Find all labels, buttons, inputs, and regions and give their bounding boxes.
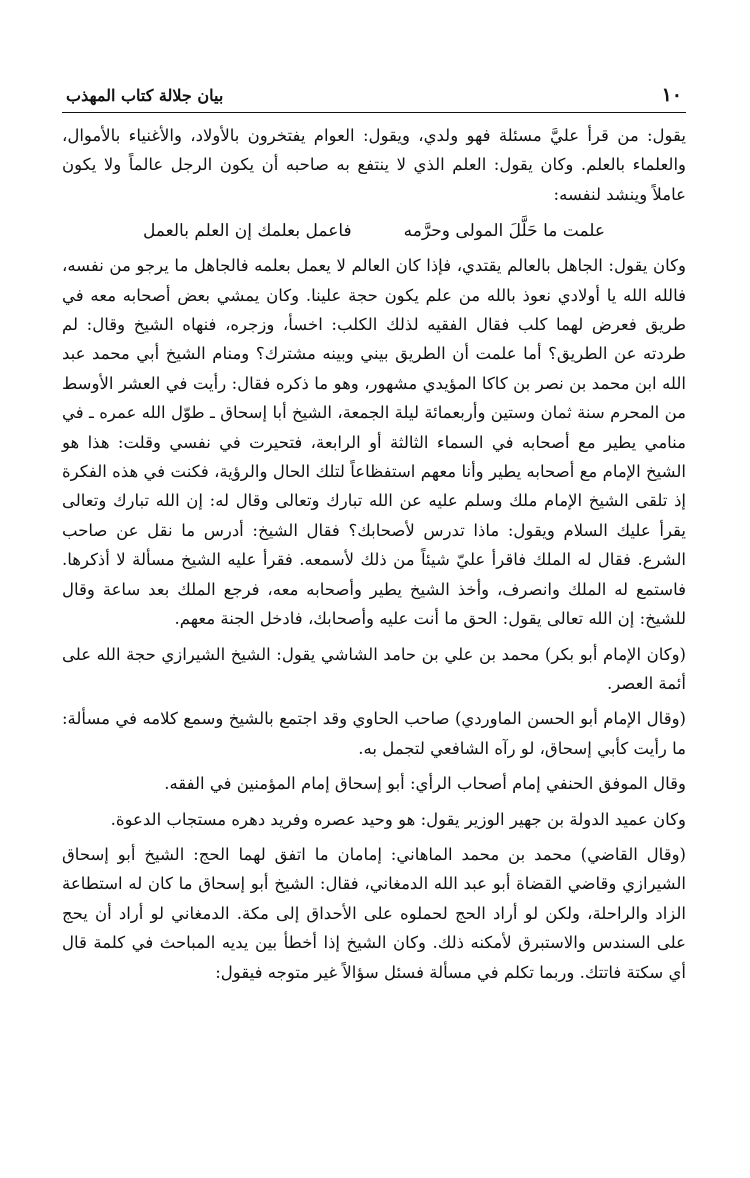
poetry-verse bbox=[62, 215, 686, 247]
paragraph-6: وكان عميد الدولة بن جهير الوزير يقول: هو وحيد عصره وفريد دهره مستجاب الدعوة. bbox=[110, 809, 686, 829]
paragraph-7: (وقال القاضي) محمد بن محمد الماهاني: إمامان ما اتفق لهما الحج: الشيخ أبو إسحاق الشيرازي وقاضي القضاة أبو عبد الله الدمغاني، فقال: الشيخ أبو إسحاق ما كان له استطاعة الزاد والراحلة، ولكن لو أراد الحج لحملوه على الأحداق إلى مكة. الدمغاني لو أراد أن يحج على السندس والاستبرق لأمكنه ذلك. وكان الشيخ إذا أخطأ بين يديه المباحث في كلمة قال أي سكتة فاتتك. وربما تكلم في مسألة فسئل سؤالاً غير متوجه فيقول: bbox=[62, 844, 686, 982]
verse-first-hemistich: علمت ما حَلَّلَ المولى وحرَّمه bbox=[403, 221, 606, 242]
paragraph-3: (وكان الإمام أبو بكر) محمد بن علي بن حامد الشاشي يقول: الشيخ الشيرازي حجة الله على أئمة العصر. bbox=[62, 644, 686, 693]
paragraph-4: (وقال الإمام أبو الحسن الماوردي) صاحب الحاوي وقد اجتمع بالشيخ وسمع كلامه في مسألة: ما رأيت كأبي إسحاق، لو رآه الشافعي لتجمل به. bbox=[62, 709, 686, 758]
paragraph-5: وقال الموفق الحنفي إمام أصحاب الرأي: أبو إسحاق إمام المؤمنين في الفقه. bbox=[164, 774, 686, 794]
page-number: ١٠ bbox=[661, 84, 682, 106]
page-body bbox=[62, 113, 686, 987]
paragraph-1: يقول: من قرأ عليَّ مسئلة فهو ولدي، ويقول: العوام يفتخرون بالأولاد، والأغنياء بالأموال، والعلماء بالعلم. وكان يقول: العلم الذي لا ينتفع به صاحبه أن يكون الرجل عالماً ولا يكون عاملاً وينشد لنفسه: bbox=[62, 126, 686, 204]
header-title: بيان جلالة كتاب المهذب bbox=[66, 86, 224, 105]
book-page bbox=[62, 60, 686, 993]
verse-second-hemistich: فاعمل بعلمك إن العلم بالعمل bbox=[142, 221, 352, 242]
running-header bbox=[62, 60, 686, 113]
paragraph-2: وكان يقول: الجاهل بالعالم يقتدي، فإذا كان العالم لا يعمل بعلمه فالجاهل ما يرجو من نفسه، فالله الله يا أولادي نعوذ بالله من علم يكون حجة علينا. وكان يمشي بعض أصحابه معه في طريق فعرض لهما كلب فقال الفقيه لذلك الكلب: اخسأ، وزجره، فنهاه الشيخ وقال: لم طردته عن الطريق؟ أما علمت أن الطريق بيني وبينه مشترك؟ ومنام الشيخ أبي محمد عبد الله ابن محمد بن نصر بن كاكا المؤيدي مشهور، وهو ما ذكره فقال: رأيت في العشر الأوسط من المحرم سنة ثمان وستين وأربعمائة ليلة الجمعة، الشيخ أبا إسحاق ـ طوّل الله عمره ـ في منامي يطير مع أصحابه في السماء الثالثة أو الرابعة، فتحيرت في نفسي وقلت: هذا هو الشيخ الإمام مع أصحابه يطير وأنا معهم استفظاعاً لتلك الحال والرؤية، فكنت في هذه الفكرة إذ تلقى الشيخ الإمام ملك وسلم عليه عن الله تبارك وتعالى وقال له: إن الله تبارك وتعالى يقرأ عليك السلام ويقول: ماذا تدرس لأصحابك؟ فقال الشيخ: أدرس ما نقل عن صاحب الشرع. فقال له الملك فاقرأ عليّ شيئاً من ذلك لأسمعه. فقرأ عليه الشيخ مسألة لا أذكرها. فاستمع له الملك وانصرف، وأخذ الشيخ يطير وأصحابه معه، فرجع الملك بعد ساعة وقال للشيخ: إن الله تعالى يقول: الحق ما أنت عليه وأصحابك، فادخل الجنة معهم. bbox=[62, 256, 686, 629]
